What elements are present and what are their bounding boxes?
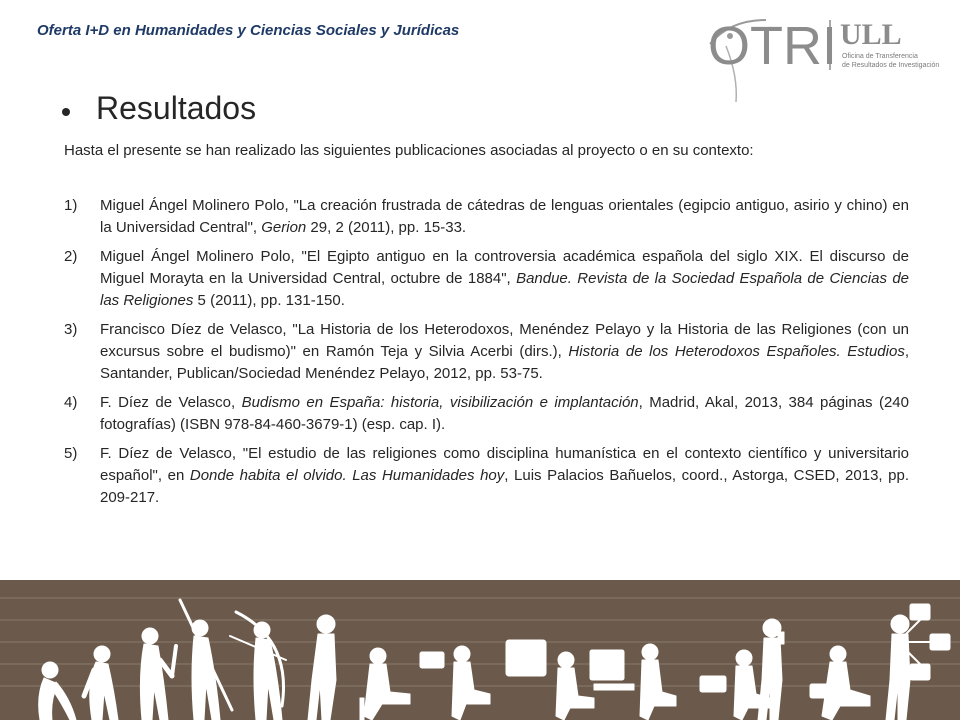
desktop-computer-user-icon	[590, 644, 676, 720]
tablet-user-icon	[810, 646, 870, 720]
bullet-icon	[62, 108, 70, 116]
slide-title: Resultados	[96, 90, 257, 126]
radio-listener-icon	[420, 646, 490, 720]
hunter-with-spear-icon	[180, 600, 232, 720]
logo-subtitle-line2: de Resultados de Investigación	[842, 62, 940, 69]
logo-ull-text: ULL	[840, 18, 902, 51]
intro-paragraph	[64, 140, 909, 162]
otri-ull-logo	[670, 6, 942, 126]
ape-figure-icon	[39, 662, 76, 720]
archer-figure-icon	[230, 612, 286, 720]
logo-otri-text: OTRI	[708, 16, 837, 76]
standing-man-icon	[308, 615, 336, 720]
seated-reader-icon	[360, 648, 410, 720]
hominid-figure-icon	[84, 646, 118, 720]
reference-text: F. Díez de Velasco, Budismo en España: historia, visibilización e implantación, Madrid, Akal, 2013, 384 páginas (240 fotografías) (ISBN 978-84-460-3679-1) (esp. cap. I).	[100, 394, 909, 433]
networked-person-icon	[886, 604, 950, 720]
intro-text: Hasta el presente se han realizado las siguientes publicaciones asociadas al proyecto o en su contexto:	[64, 142, 754, 159]
reference-item-1	[64, 195, 909, 239]
reference-number: 2)	[64, 248, 78, 265]
slide-title-row	[62, 90, 256, 127]
reference-journal: Historia de los Heterodoxos Españoles. Estudios	[568, 343, 905, 360]
reference-number: 5)	[64, 445, 78, 462]
reference-text: Francisco Díez de Velasco, "La Historia de los Heterodoxos, Menéndez Pelayo y la Historia de las Religiones (con un excursus sobre el budismo)" en Ramón Teja y Silvia Acerbi (dirs.), Historia de los Heterodoxos Españoles. Estudios, Santander, Publican/Sociedad Menéndez Pelayo, 2012, pp. 53-75.	[100, 321, 909, 382]
reference-list	[64, 195, 909, 516]
evolution-footer-band	[0, 580, 960, 720]
reference-text: Miguel Ángel Molinero Polo, "La creación frustrada de cátedras de lenguas orientales (egipcio antiguo, asirio y chino) en la Universidad Central", Gerion 29, 2 (2011), pp. 15-33.	[100, 197, 909, 236]
reference-text: Miguel Ángel Molinero Polo, "El Egipto antiguo en la controversia académica española del siglo XIX. El discurso de Miguel Morayta en la Universidad Central, octubre de 1884", Bandue. Revista de la Sociedad Española de Ciencias de las Religiones 5 (2011), pp. 131-150.	[100, 248, 909, 309]
phone-user-icon	[758, 619, 784, 720]
reference-item-2	[64, 246, 909, 312]
reference-journal: Gerion	[261, 219, 307, 236]
reference-journal: Donde habita el olvido. Las Humanidades hoy	[189, 467, 505, 484]
reference-journal: Bandue. Revista de la Sociedad Española de Ciencias de las Religiones	[100, 270, 909, 309]
reference-item-3	[64, 319, 909, 385]
logo-subtitle-line1: Oficina de Transferencia	[842, 53, 918, 60]
reference-number: 1)	[64, 197, 78, 214]
reference-number: 3)	[64, 321, 78, 338]
reference-number: 4)	[64, 394, 78, 411]
reference-text: F. Díez de Velasco, "El estudio de las religiones como disciplina humanística en el contexto científico y universitario español", en Donde habita el olvido. Las Humanidades hoy, Luis Palacios Bañuelos, coord., Astorga, CSED, 2013, pp. 209-217.	[100, 445, 910, 506]
reference-item-4	[64, 392, 909, 436]
reference-journal: Budismo en España: historia, visibilización e implantación	[241, 394, 639, 411]
tv-watcher-icon	[506, 640, 594, 720]
reference-item-5	[64, 443, 909, 509]
header-title: Oferta I+D en Humanidades y Ciencias Sociales y Jurídicas	[37, 22, 460, 39]
